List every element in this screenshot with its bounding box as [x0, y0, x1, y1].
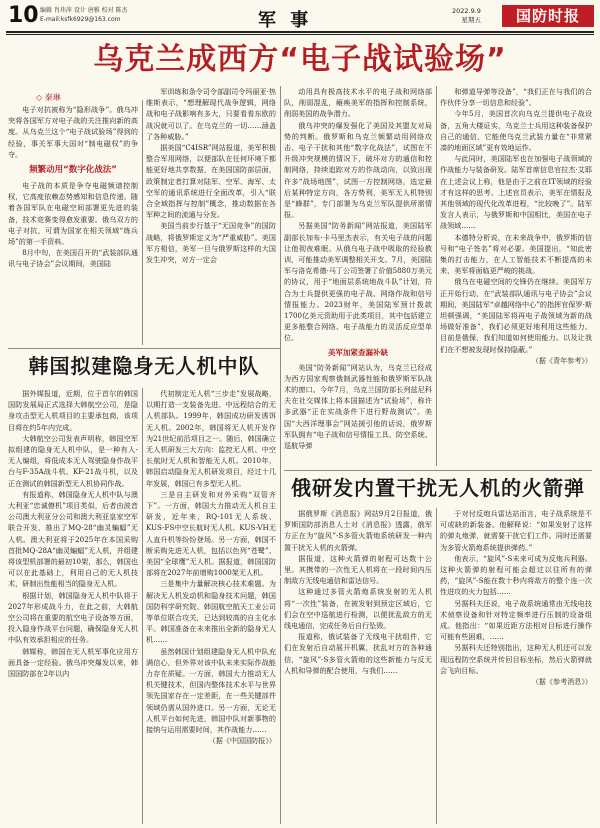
weekday-line: 星期五	[461, 16, 481, 24]
email-line: E-mail:ksfk6929@163.com	[40, 16, 121, 23]
paragraph: 电子对抗被称为“隐形战争”。俄乌冲突将各国军方对电子战的关注推向新的高度。从乌克兰这个“电子战试验场”得到的经验，事关军事大国对“制电磁权”的争夺。	[8, 105, 138, 159]
paragraph: 大韩航空公司发表声明称，韩国空军拟组建的隐身无人机中队，是一种有人-无人编组，将低成本无人驾驶隐身作战平台与F-35A战斗机、KF-21战斗机，以及正在测试的韩国新型无人机协同作战。	[8, 433, 138, 488]
article2-col2	[146, 388, 276, 824]
paragraph: 有报道称，韩国隐身无人机中队与澳大利亚“忠诚僚机”项目类似，后者由波音公司澳大利亚分公司和澳大利亚皇家空军联合开发，推出了MQ-28“幽灵蝙蝠”无人机。澳大利亚将于2025年在本国采购首批MQ-28A“幽灵蝙蝠”无人机，并组建将该型机部署的最初10架，那么，韩国也可以在此基础上，利用自己的无人机技术，研制出性能相当的隐身无人机。	[8, 489, 138, 589]
paragraph: 三是集中力量解决核心技术难题。为解决无人机发动机和隐身技术问题，韩国国防科学研究院、韩国航空航天工业公司等单位联合攻关，已达到较高的自主化水平。韩国准备在未来推出全新的隐身无人机……	[146, 579, 276, 645]
article2-col1	[8, 388, 138, 824]
paragraph: 美国当前步行基于“无国竞争”的国防战略，将俄罗斯定义为“严重威胁”。美国军方相信，美军一旦与俄罗斯这样的大国发生冲突，对方一定会	[146, 221, 276, 265]
section-divider	[8, 348, 280, 349]
article2-credit: （据《中国国防报》）	[208, 736, 276, 746]
byline: ◇ 秦琳	[36, 93, 61, 102]
article1-col3	[284, 86, 432, 466]
paragraph: 本德特分析说，在未来战争中，俄罗斯的信号和“电子签名”将对必要。美国提出，“知此密集的打击能力，在人工智能技术不断提高的未来，美军将面临更严峻的挑战。	[440, 232, 592, 276]
paragraph: 据俄罗斯《消息报》网站9月2日报道，俄罗斯国防部消息人士对《消息报》透露，俄军方正在为“旋风”-S多管火箭炮系统研发一种内置干扰无人机的火箭弹。	[284, 509, 432, 552]
newspaper-masthead: 国防时报	[502, 5, 594, 27]
main-headline: 乌克兰成西方“电子战试验场”	[93, 42, 507, 77]
subheading: 美军加紧查漏补缺	[328, 347, 388, 357]
article3-col2	[440, 508, 592, 824]
paragraph: 动用具有极高技术水平的电子战和网络部队，削弱混乱，瘫痪美军的指挥和控制系统，削弱美国的战争潜力。	[284, 87, 432, 119]
issue-date	[452, 7, 481, 25]
section-name: 军 事	[258, 10, 313, 31]
paragraph: 据外媒报道，近期，位于首尔的韩国国防发展局正式选择大韩航空公司，是隐身攻击型无人机项目的主要承包商，该项目将在约5年内完成。	[8, 389, 138, 432]
article3-headline: 俄研发内置干扰无人机的火箭弹	[291, 476, 585, 500]
column-divider	[280, 86, 281, 576]
paragraph: 和弹道导弹等设备”，“我们正在与我们的合作伙伴分享一切信息和经验”。	[440, 87, 592, 108]
article3-credit: （据《参考消息》）	[531, 677, 592, 687]
editor-line: 编辑 肖玮萍 设计 唐雅 校对 陈杰	[40, 7, 128, 14]
article1-col1	[8, 104, 138, 344]
paragraph: 今年5月，美国首次向乌克兰提供电子战设备，五角大楼证实，乌克兰士兵用这种装备保护自己的通信，它能使乌克兰武装力量在“非常紧凑的地面区域”更有效地运作。	[440, 109, 592, 153]
paragraph: 报道称，俄试装备了无线电干扰组件，它们在发射后自动展开机翼，扰乱对方的各种通信，“旋风”-S多管火箭炮的这些新能力与反无人机和导弹的配合使用，与我们……	[284, 632, 432, 675]
editor-info	[40, 6, 128, 24]
paragraph: 三是自主研发和对外采购“双管齐下”。一方面，韩国大力推动无人机自主研发，近年来，RQ-101无人系统、KUS-FS中空长航时无人机、KUS-VH无人直升机等纷纷登场。另一方面，韩国不断采购先进无人机，包括以色列“苍鹭”、美国“全球鹰”无人机。据报道，韩国国防部将在2027年前增购1000架无人机。	[146, 489, 276, 578]
column-divider	[142, 388, 143, 824]
header-rule-thin	[6, 34, 594, 35]
paragraph: 另据科夫还说，电子战系统通常由无线电技术侦察设备和针对特定频率进行压制的设备组成。他指出：“如果近距方法相对目标进行操作可能有些困难，……	[440, 598, 592, 642]
header-rule	[6, 31, 594, 33]
paragraph: 韩媒称，韩国在无人机军事化应用方面具备一定经验。俄乌冲突爆发以来，韩国国防部在2年以内	[8, 646, 138, 679]
paragraph: 据美国“C4ISR”网站报道，美军积极整合军用网络，以便部队在任何环境下都能更好地共享数据，在美国国防部层面，政策制定者打算对陆军、空军、海军、太空军的通讯系统进行全面改革，引入“联合全域指挥与控制”概念，推动数据在各军种之间的流通与分发。	[146, 143, 276, 220]
paragraph: 另据美国“防务新闻”网站报道，美国陆军副部长加布·卡马里杰表示，有关电子战的问题让他彻夜难眠。从俄乌电子战中吸取的经验教训，可能推动美军调整相关开支。7月，美国陆军与洛克希德·马丁公司签署了价值5880万美元的协议，用于“地面层系统地战斗队”计划，符合为士兵提供更强的电子战、网络作战和信号情报能力。2023财年，美国陆军预计拨款1700亿美元资助用于此类项目，其中包括建立更多能整合网络、电子战能力的灵活反应型单位。	[284, 221, 432, 343]
paragraph: 据报道，这种火箭弹的射程可达数十公里。其携带的一次性无人机将在一段时间内压制敌方无线电通信和雷达信号。	[284, 553, 432, 586]
article1-col2	[146, 86, 276, 344]
paragraph: 与此同时，美国陆军也在加强电子战领域的作战能力与装备研发。陆军首席信息官拉杰·艾耶在上述会议上称，他是由于之前在IT领域的经验才有这样的思考。上述官员表示，美军在情报及其他领域的现代化改革进程，“比较晚了”。陆军发言人表示，与俄罗斯和中国相比，美国在电子战领域……	[440, 154, 592, 231]
column-divider	[142, 100, 143, 345]
article1-credit: （据《青年参考》）	[531, 355, 592, 365]
paragraph: 这种通过多管火箭炮系统发射的无人机将“一次性”装备，在被发射到预定区域后，它们会在空中巡航进行检测，以便扰乱敌方的无线电通信，完成任务后自行坠毁。	[284, 587, 432, 631]
paragraph: 虽然韩国计划组建隐身无人机中队充满信心，但外界对该中队未来实际作战能力存在质疑。一方面，韩国大力推动无人机关键技术，但国内整体技术水平与世界领先国家存在一定差距，在一些关键部件领域仍需从国外进口。另一方面，无论无人机平台如何先进，韩国中队对新事物的接纳与运用需要时间，其作战能力……	[146, 646, 276, 735]
paragraph: 8月中旬，在美国召开的“武装部队通讯与电子协会”会议期间，美国陆	[8, 248, 138, 269]
paragraph: 于对付反炮兵雷达站而言，电子战系统是不可或缺的新装备。他解释说：“如果发射了这样的弹丸炮弹，就需要干扰它们工作。同时还需要为多管火箭炮系统提供弹药。”	[440, 509, 592, 552]
article3-col1	[284, 508, 432, 824]
page-header	[6, 4, 594, 30]
paragraph: 美国“防务新闻”网站认为，乌克兰已经成为西方国家观察俄制武器性能和俄罗斯军队战术的窗口。今年7月，乌克兰国防部长列兹尼科夫在社交媒体上将本国描述为“试验场”，称许多武器“正在实战条件下进行野战测试”。美国“大西洋理事会”网站援引他的话说，俄罗斯军队拥有“电子战和信号情报工具、防空系统、巡航导弹	[284, 362, 432, 451]
paragraph: 俄乌冲突的爆发强化了美国及其盟友对局势的判断。俄罗斯和乌克兰频繁动用网络攻击、电子干扰和其他“数字化战法”，试图在不升级冲突规模的情况下，破坏对方的通信和控制网络，持续追踪对方的作战动向，以致出现许多“战场地图”，试图一方控制网络，选定最后某种特定方向，各方势利，美军无人机特别是“蜂群”，专门部署为乌克兰军队提供所需情报。	[284, 120, 432, 220]
section-divider	[284, 470, 592, 471]
column-divider	[436, 86, 437, 466]
date-line: 2022.9.9	[452, 7, 481, 15]
subheading: 频繁动用“数字化战法”	[29, 165, 117, 176]
paragraph: 另据科夫还特别指出，这种无人机还可以发现远程防空系统并传回目标坐标，然后火箭弹就会飞向目标。	[440, 643, 592, 675]
paragraph: 他表示，“旋风”-S未来可成为反炮兵利器。这种火箭弹的射程可能会超过以往所有的弹药，“旋风”-S能在数十秒内将敌方的整个连一次性进攻的火力包括……	[440, 553, 592, 597]
page-number: 10	[8, 3, 39, 28]
paragraph: 电子战的本质是争夺电磁频谱控制权，它高度依赖态势感知和信息传递。随着各国军队在电磁空间部署更先进的装备，技术竞赛变得愈发重要。俄乌双方的电子对抗，可谓为国家在相关领域“练兵场”的第一手资料。	[8, 181, 138, 247]
paragraph: 俄乌在电磁空间的交锋仍在继续。美国军方正开始行动，在“武装部队通讯与电子协会”会议期间，美国陆军“卓越网络中心”的指挥官保罗·斯坦顿强调，“美国陆军将再电子战领域为新的战场做好准备”，我们必须更好地利用这些能力。目前是俄保，我们知道如何使用能力。以及让我们在不想被发现时保持隐蔽。”	[440, 277, 592, 354]
paragraph: 根据计划，韩国隐身无人机中队将于2027年形成战斗力，在此之前，大韩航空公司将在重要的航空电子设备等方面，投入隐身作战平台问题，确保隐身无人机中队有效承担相应的任务。	[8, 590, 138, 645]
article1-col4	[440, 86, 592, 466]
paragraph: 代初制定无人机“三步走”发展战略，以期打造一支装备先进、中远程结合的无人机部队。1999年，韩国成功研发诱饵无人机。2002年，韩国将无人机开发作为21世纪前沿项目之一。随后，韩国确立无人机研发三大方向：监控无人机、中空长航时无人机和智能无人机。2010年，韩国启动隐身无人机研发项目，经过十几年发展，韩国已有多型无人机。	[146, 389, 276, 488]
column-divider	[280, 578, 281, 824]
article2-headline: 韩国拟建隐身无人机中队	[28, 354, 260, 378]
column-divider	[436, 508, 437, 824]
paragraph: 军训练和条令司令部副司令玛丽亚·热维斯表示，“想理解现代战争逻辑，网络战和电子战影响有多大，只要看看东欧的战况就可以了。在乌克兰的一切……涵盖了各种威胁。”	[146, 87, 276, 141]
